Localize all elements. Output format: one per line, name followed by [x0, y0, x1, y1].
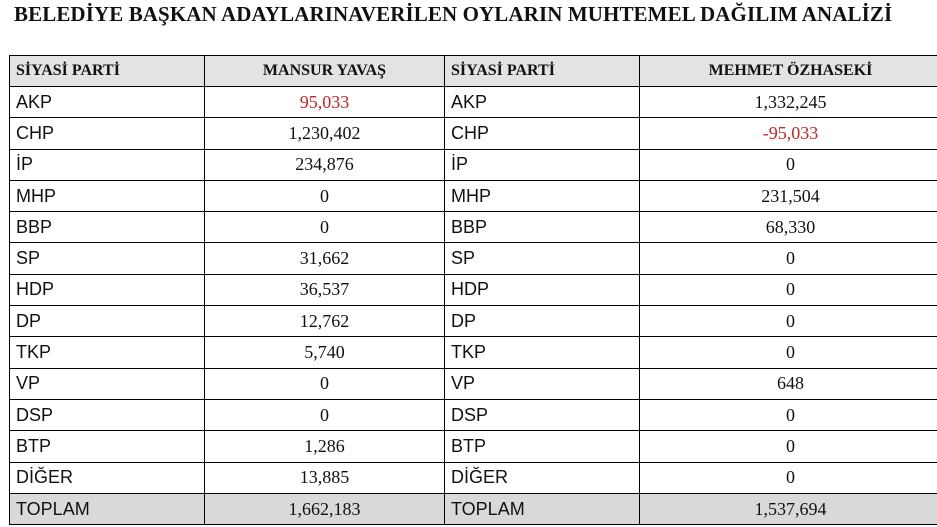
party-name-left: DP [10, 306, 205, 337]
table-row [10, 87, 937, 118]
table-row [10, 118, 937, 149]
table-row [10, 306, 937, 337]
table-row [10, 243, 937, 274]
table-body [10, 87, 937, 525]
ozhaseki-votes: 0 [640, 243, 937, 274]
ozhaseki-votes: 231,504 [640, 180, 937, 211]
yavas-votes: 0 [205, 368, 445, 399]
yavas-votes: 0 [205, 180, 445, 211]
party-name-right: VP [445, 368, 640, 399]
ozhaseki-votes: 0 [640, 462, 937, 493]
yavas-votes: 0 [205, 212, 445, 243]
ozhaseki-votes: 0 [640, 149, 937, 180]
party-name-right: DP [445, 306, 640, 337]
yavas-votes: 31,662 [205, 243, 445, 274]
party-name-right: BTP [445, 431, 640, 462]
vote-distribution-table [9, 55, 937, 525]
ozhaseki-votes: 0 [640, 431, 937, 462]
yavas-votes: 0 [205, 399, 445, 430]
yavas-votes: 1,230,402 [205, 118, 445, 149]
party-name-right: DİĞER [445, 462, 640, 493]
party-name-right: AKP [445, 87, 640, 118]
header-candidate-ozhaseki: MEHMET ÖZHASEKİ [640, 56, 937, 87]
ozhaseki-votes: 68,330 [640, 212, 937, 243]
yavas-votes: 12,762 [205, 306, 445, 337]
header-party-left: SİYASİ PARTİ [10, 56, 205, 87]
yavas-votes: 234,876 [205, 149, 445, 180]
party-name-right: HDP [445, 274, 640, 305]
yavas-votes: 13,885 [205, 462, 445, 493]
table-row [10, 212, 937, 243]
party-name-left: BTP [10, 431, 205, 462]
party-name-right: DSP [445, 399, 640, 430]
table-header-row [10, 56, 937, 87]
table-row [10, 368, 937, 399]
party-name-left: İP [10, 149, 205, 180]
party-name-left: BBP [10, 212, 205, 243]
yavas-votes: 1,286 [205, 431, 445, 462]
party-name-right: İP [445, 149, 640, 180]
ozhaseki-votes: 0 [640, 337, 937, 368]
party-name-left: DİĞER [10, 462, 205, 493]
ozhaseki-votes: 0 [640, 306, 937, 337]
header-party-right: SİYASİ PARTİ [445, 56, 640, 87]
party-name-right: MHP [445, 180, 640, 211]
table-row [10, 399, 937, 430]
header-candidate-yavas: MANSUR YAVAŞ [205, 56, 445, 87]
total-ozhaseki-votes: 1,537,694 [640, 493, 937, 524]
ozhaseki-votes: 0 [640, 274, 937, 305]
table-row [10, 180, 937, 211]
party-name-left: TKP [10, 337, 205, 368]
total-label-right: TOPLAM [445, 493, 640, 524]
yavas-votes: 5,740 [205, 337, 445, 368]
table-row [10, 337, 937, 368]
party-name-right: CHP [445, 118, 640, 149]
total-row [10, 493, 937, 524]
ozhaseki-votes: 0 [640, 399, 937, 430]
party-name-right: TKP [445, 337, 640, 368]
ozhaseki-votes: 648 [640, 368, 937, 399]
table-row [10, 431, 937, 462]
party-name-left: MHP [10, 180, 205, 211]
table-row [10, 149, 937, 180]
party-name-left: DSP [10, 399, 205, 430]
total-label-left: TOPLAM [10, 493, 205, 524]
party-name-left: AKP [10, 87, 205, 118]
party-name-left: VP [10, 368, 205, 399]
yavas-votes: 95,033 [205, 87, 445, 118]
party-name-right: SP [445, 243, 640, 274]
table-row [10, 462, 937, 493]
table-row [10, 274, 937, 305]
party-name-left: CHP [10, 118, 205, 149]
ozhaseki-votes: 1,332,245 [640, 87, 937, 118]
party-name-left: SP [10, 243, 205, 274]
page-title: BELEDİYE BAŞKAN ADAYLARINAVERİLEN OYLARIN MUHTEMEL DAĞILIM ANALİZİ [14, 2, 893, 26]
ozhaseki-votes: -95,033 [640, 118, 937, 149]
party-name-right: BBP [445, 212, 640, 243]
party-name-left: HDP [10, 274, 205, 305]
total-yavas-votes: 1,662,183 [205, 493, 445, 524]
yavas-votes: 36,537 [205, 274, 445, 305]
